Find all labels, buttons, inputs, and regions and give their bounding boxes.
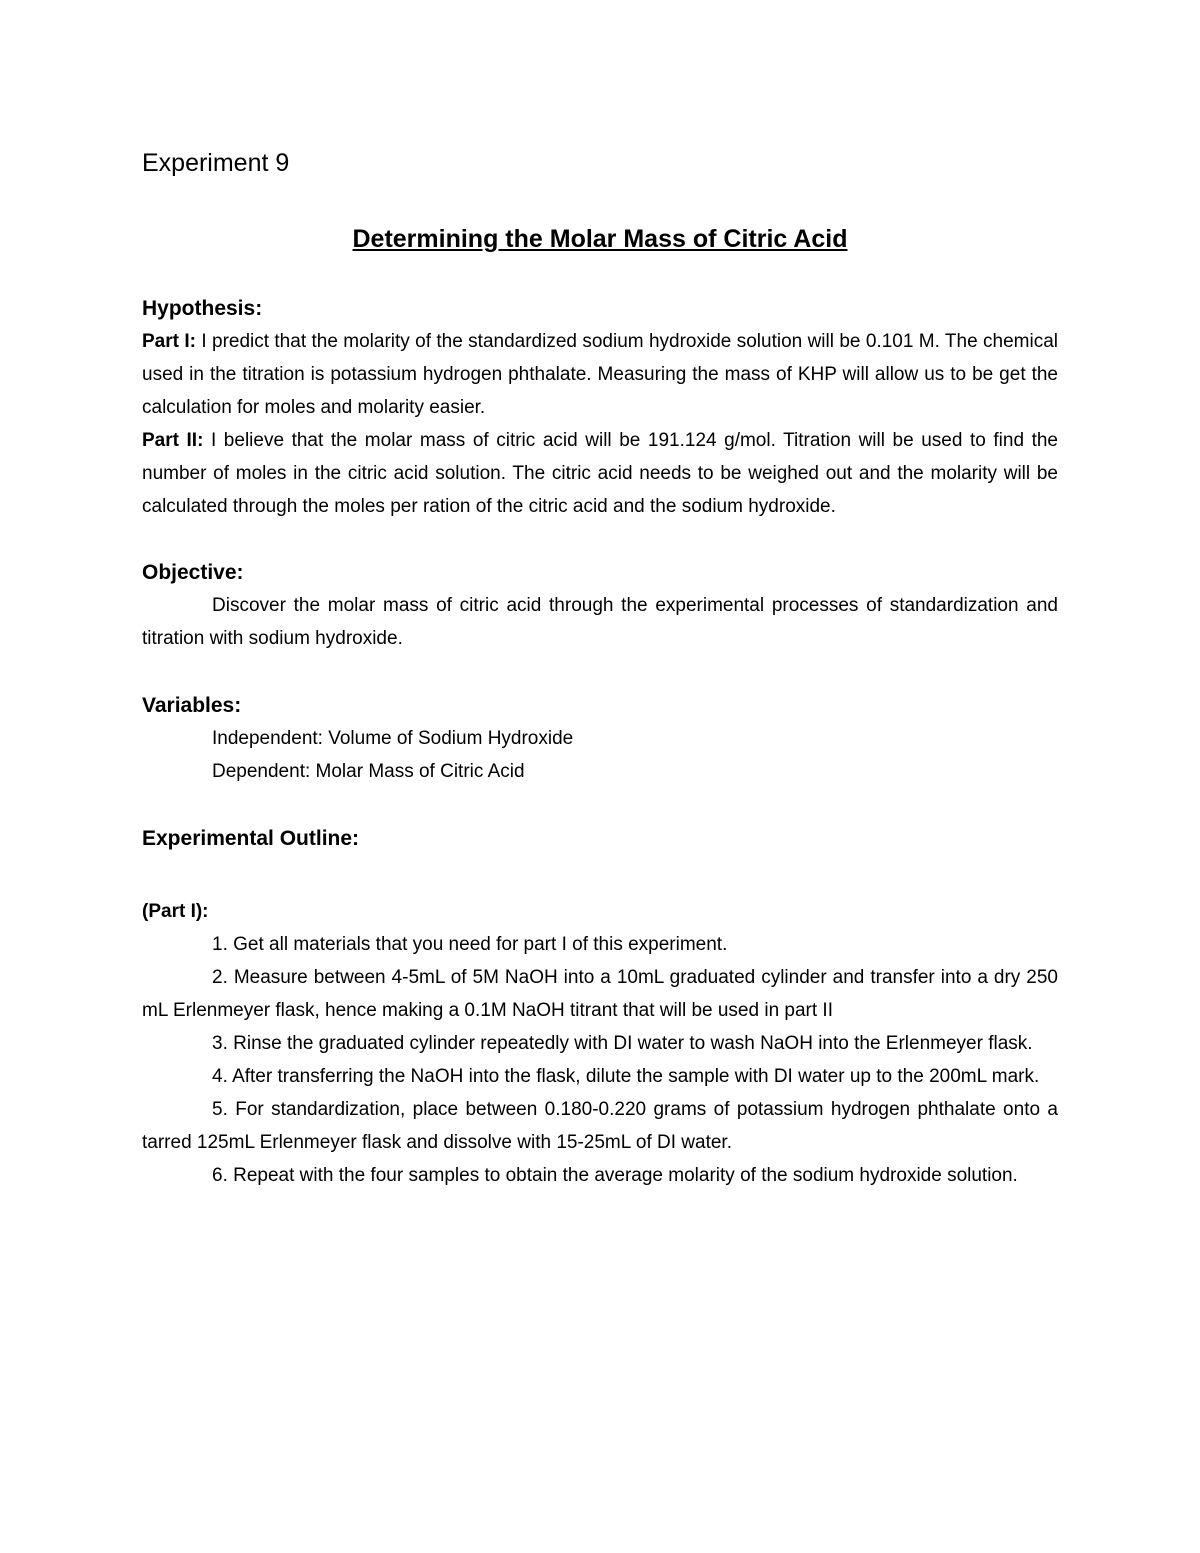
part1-heading: (Part I): (142, 901, 209, 922)
objective-section (142, 556, 1058, 655)
part2-label: Part II: (142, 430, 204, 451)
independent-variable: Independent: Volume of Sodium Hydroxide (212, 728, 574, 749)
outline-section (142, 822, 1058, 1192)
variables-heading: Variables: (142, 694, 242, 717)
part1-text: I predict that the molarity of the standardized sodium hydroxide solution will be 0.101 M. The chemical used in the titration is potassium hydrogen phthalate. Measuring the mass of KHP will allow us to be get the calculation for moles and molarity easier. (142, 331, 1059, 418)
variables-section (142, 689, 1058, 788)
part1-label: Part I: (142, 331, 196, 352)
document-title: Determining the Molar Mass of Citric Acid (352, 225, 848, 253)
outline-step: 1. Get all materials that you need for part I of this experiment. (212, 934, 728, 955)
outline-step: 6. Repeat with the four samples to obtain the average molarity of the sodium hydroxide solution. (212, 1165, 1018, 1186)
outline-step: 5. For standardization, place between 0.180-0.220 grams of potassium hydrogen phthalate onto a tarred 125mL Erlenmeyer flask and dissolve with 15-25mL of DI water. (142, 1099, 1058, 1153)
outline-step: 2. Measure between 4-5mL of 5M NaOH into a 10mL graduated cylinder and transfer into a dry 250 mL Erlenmeyer flask, hence making a 0.1M NaOH titrant that will be used in part II (142, 967, 1058, 1021)
hypothesis-heading: Hypothesis: (142, 297, 263, 320)
outline-step: 3. Rinse the graduated cylinder repeatedly with DI water to wash NaOH into the Erlenmeyer flask. (212, 1033, 1033, 1054)
document-body (142, 146, 1058, 1192)
objective-heading: Objective: (142, 561, 244, 584)
experiment-label: Experiment 9 (142, 149, 290, 177)
hypothesis-section (142, 292, 1058, 523)
outline-step: 4. After transferring the NaOH into the flask, dilute the sample with DI water up to the 200mL mark. (212, 1066, 1040, 1087)
objective-text: Discover the molar mass of citric acid through the experimental processes of standardization and titration with sodium hydroxide. (142, 595, 1058, 649)
part2-text: I believe that the molar mass of citric acid will be 191.124 g/mol. Titration will be used to find the number of moles in the citric acid solution. The citric acid needs to be weighed out and the molarity will be calculated through the moles per ration of the citric acid and the sodium hydroxide. (142, 430, 1058, 517)
hypothesis-part2 (142, 424, 1058, 523)
dependent-variable: Dependent: Molar Mass of Citric Acid (212, 761, 525, 782)
outline-heading: Experimental Outline: (142, 827, 360, 850)
hypothesis-part1 (142, 325, 1058, 424)
